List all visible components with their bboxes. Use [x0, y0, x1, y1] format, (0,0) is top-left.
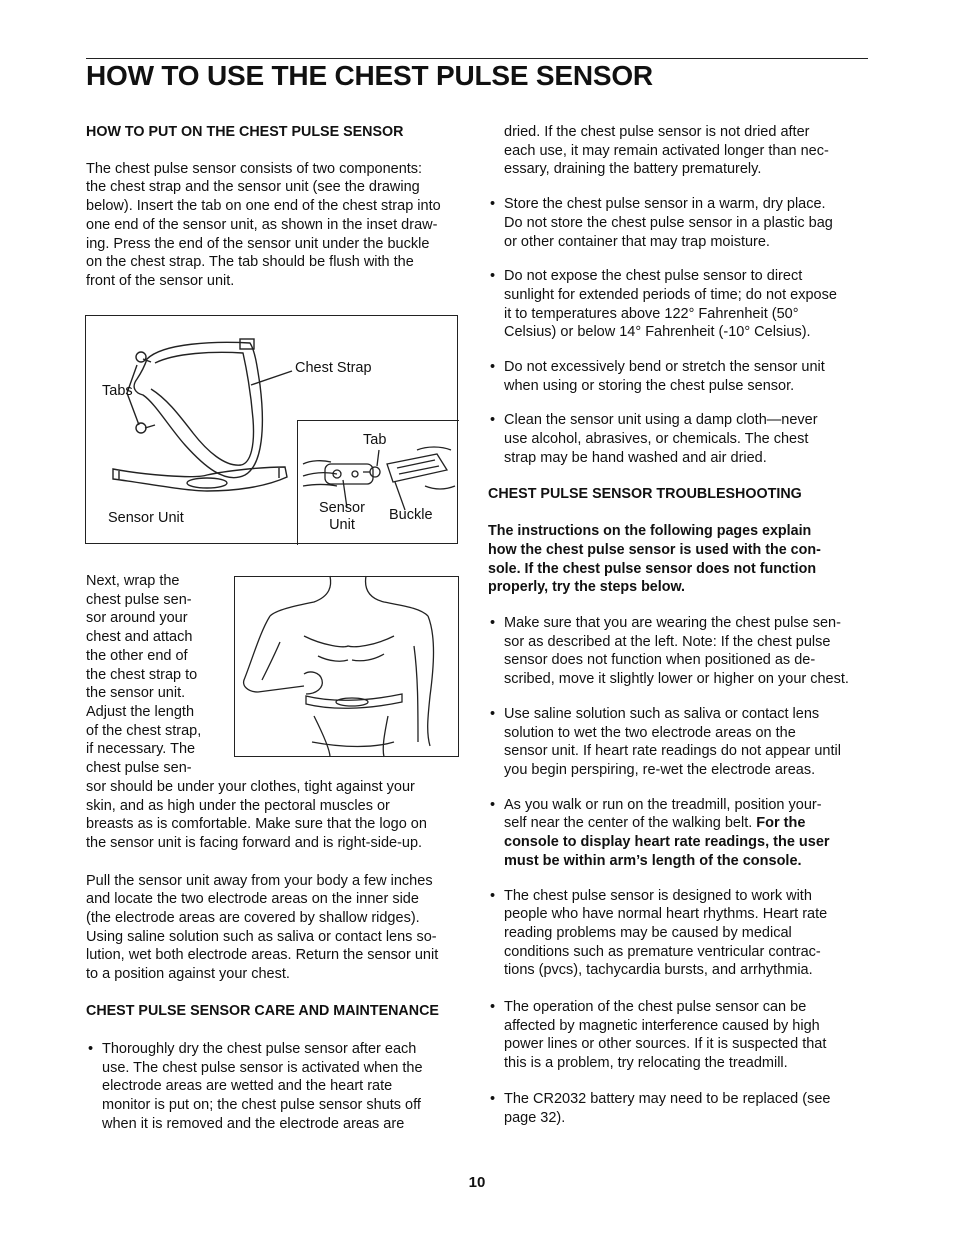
tb-bullet-position: [488, 796, 873, 871]
tb-bullet-battery: • The CR2032 battery may need to be replaced (see page 32).: [488, 1090, 873, 1127]
right-column: [488, 123, 873, 1127]
label-sensor-unit: Sensor Unit: [108, 510, 184, 526]
tb-bullet-heart-rhythms: • The chest pulse sensor is designed to work with people who have normal heart rhythms. Heart rate reading problems may be caused by medical conditions such as premature ventricular contrac- tions (pvcs), tachycardia bursts, and arrhythmia.: [488, 887, 873, 981]
troubleshooting-intro: The instructions on the following pages explain how the chest pulse sensor is used with the con- sole. If the chest pulse sensor does not function properly, try the steps below.: [488, 523, 821, 596]
tb-position-line1: As you walk or run on the treadmill, position your-: [504, 796, 822, 813]
care-bullets-list: [488, 195, 873, 467]
heading-care: CHEST PULSE SENSOR CARE AND MAINTENANCE: [86, 1003, 439, 1020]
tb-bullet-wearing: • Make sure that you are wearing the chest pulse sen- sor as described at the left. Note: If the chest pulse sensor does not function when positioned as de- scribed, move it slightly lower or higher on your chest.: [488, 614, 873, 689]
care-bullet: • Do not excessively bend or stretch the sensor unit when using or storing the chest pulse sensor.: [488, 358, 873, 395]
left-column-bottom: [86, 778, 471, 1133]
label-inset-buckle: Buckle: [389, 507, 433, 523]
care-bullet: • Store the chest pulse sensor in a warm, dry place. Do not store the chest pulse sensor in a plastic bag or other container that may trap moisture.: [488, 195, 873, 251]
left-column-top: [86, 123, 471, 291]
care-bullet: • Clean the sensor unit using a damp cloth—never use alcohol, abrasives, or chemicals. The chest strap may be hand washed and air dried.: [488, 411, 873, 467]
label-tabs: Tabs: [102, 383, 133, 399]
tb-position-line2: self near the center of the walking belt.: [504, 815, 757, 832]
care-bullet: • Do not expose the chest pulse sensor to direct sunlight for extended periods of time; do not expose it to temperatures above 122° Fahrenheit (50° Celsius) or below 14° Fahrenheit (-10° Celsius).: [488, 267, 873, 342]
page-number: 10: [468, 1174, 486, 1191]
para-wrap-rest: sor should be under your clothes, tight against your skin, and as high under the pectoral muscles or breasts as is comfortable. Make sure that the logo on the sensor unit is facing forward and is right-side-up.: [86, 779, 427, 852]
care-bullet-dry-continued: dried. If the chest pulse sensor is not dried after each use, it may remain activated longer than nec- essary, draining the battery prematurely.: [504, 124, 829, 178]
tb-bullet-saline: • Use saline solution such as saliva or contact lens solution to wet the two electrode areas on the sensor unit. If heart rate readings do not appear until you begin perspiring, re-wet the electrode areas.: [488, 705, 873, 780]
label-inset-sensor-unit: Sensor Unit: [319, 500, 365, 533]
page-title: HOW TO USE THE CHEST PULSE SENSOR: [86, 60, 653, 91]
label-inset-tab: Tab: [363, 432, 387, 448]
heading-troubleshooting: CHEST PULSE SENSOR TROUBLESHOOTING: [488, 485, 802, 502]
para-components: The chest pulse sensor consists of two components: the chest strap and the sensor unit (see the drawing below). Insert the tab on one end of the chest strap into one end of the sensor unit, as shown in the inset draw- ing. Press the end of the sensor unit under the buckle on the chest strap. The tab should be flush with the front of the sensor unit.: [86, 160, 441, 289]
header-rule: [86, 58, 868, 59]
para-wrap-narrow: Next, wrap the chest pulse sen- sor around your chest and attach the other end of the chest strap to the sensor unit. Adjust the length of the chest strap, if necessary. The chest pulse sen-: [86, 573, 202, 777]
para-pull-sensor: Pull the sensor unit away from your body a few inches and locate the two electrode areas on the inner side (the electrode areas are covered by shallow ridges). Using saline solution such as saliva or contact lens so- lution, wet both electrode areas. Return the sensor unit to a position against your chest.: [86, 872, 439, 983]
heading-put-on: HOW TO PUT ON THE CHEST PULSE SENSOR: [86, 124, 404, 140]
tb-position-bold-start: For the: [756, 815, 806, 832]
tb-bullet-interference: • The operation of the chest pulse sensor can be affected by magnetic interference caused by high power lines or other sources. If it is suspected that this is a problem, try relocating the treadmill.: [488, 998, 873, 1073]
label-chest-strap: Chest Strap: [295, 360, 372, 376]
tb-position-bold-rest: console to display heart rate readings, the user must be within arm’s length of the console.: [504, 834, 830, 869]
care-bullet-dry: • Thoroughly dry the chest pulse sensor after each use. The chest pulse sensor is activated when the electrode areas are wetted and the heart rate monitor is put on; the chest pulse sensor shuts off when it is removed and the electrode areas are: [86, 1040, 471, 1134]
person-drawing: [234, 576, 459, 757]
